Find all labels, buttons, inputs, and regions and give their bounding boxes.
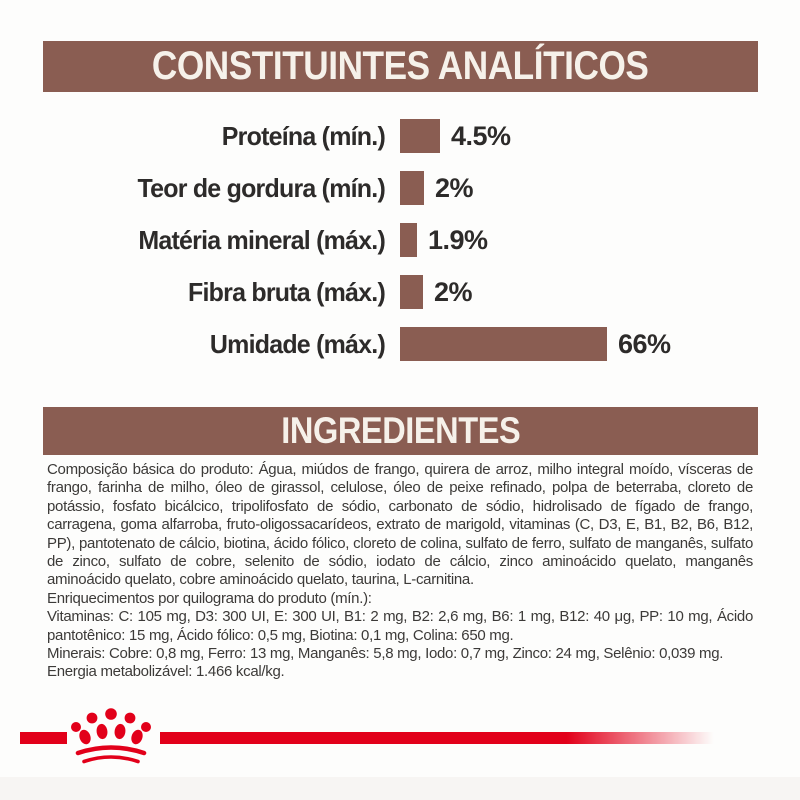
chart-value-moisture: 66% <box>618 328 671 359</box>
chart-bar-protein <box>400 119 440 153</box>
chart-value-fat: 2% <box>435 172 474 203</box>
constituents-bar-chart <box>40 110 760 370</box>
analytics-title: CONSTITUINTES ANALÍTICOS <box>152 44 649 88</box>
chart-bar-crude-fiber <box>400 275 423 309</box>
chart-value-mineral-matter: 1.9% <box>428 224 488 255</box>
bottom-gray-band <box>0 777 800 800</box>
chart-label-moisture: Umidade (máx.) <box>209 328 385 359</box>
chart-row-moisture <box>40 318 760 370</box>
ingredients-title: INGREDIENTES <box>281 410 520 451</box>
chart-row-mineral-matter <box>40 214 760 266</box>
chart-row-protein <box>40 110 760 162</box>
enrichment-heading: Enriquecimentos por quilograma do produto (mín.): <box>47 589 372 607</box>
ingredients-banner <box>43 407 758 455</box>
ingredients-text-block <box>47 461 753 682</box>
composition-paragraph: Composição básica do produto: Água, miúdos de frango, quirera de arroz, milho integral moído, vísceras de frango, farinha de milho, óleo de girassol, celulose, óleo de peixe refinado, polpa de beterraba, cloreto de potássio, fosfato bicálcico, tripolifosfato de sódio, carbonato de sódio, hidrolisado de fígado de frango, carragena, goma alfarroba, fruto-oligossacarídeos, extrato de marigold, vitaminas (C, D3, E, B1, B2, B6, B12, PP), pantotenato de cálcio, biotina, ácido fólico, cloreto de colina, sulfato de ferro, sulfato de manganês, sulfato de zinco, sulfato de cobre, selenito de sódio, iodato de cálcio, zinco aminoácido quelato, manganês aminoácido quelato, cobre aminoácido quelato, taurina, L-carnitina. <box>47 461 753 589</box>
chart-value-crude-fiber: 2% <box>434 276 473 307</box>
chart-bar-mineral-matter <box>400 223 417 257</box>
red-stripe-left <box>20 732 67 744</box>
analytics-banner <box>43 41 758 92</box>
energy-line: Energia metabolizável: 1.466 kcal/kg. <box>47 663 285 681</box>
minerals-line: Minerais: Cobre: 0,8 mg, Ferro: 13 mg, Manganês: 5,8 mg, Iodo: 0,7 mg, Zinco: 24 mg, Selênio: 0,039 mg. <box>47 645 724 663</box>
chart-label-fat: Teor de gordura (mín.) <box>137 172 385 203</box>
chart-row-fat <box>40 162 760 214</box>
chart-label-mineral-matter: Matéria mineral (máx.) <box>138 224 385 255</box>
chart-label-crude-fiber: Fibra bruta (máx.) <box>188 276 385 307</box>
royal-canin-crown-logo <box>70 708 152 766</box>
chart-row-crude-fiber <box>40 266 760 318</box>
red-stripe-right <box>160 732 725 744</box>
chart-label-protein: Proteína (mín.) <box>221 120 385 151</box>
chart-bar-fat <box>400 171 424 205</box>
vitamins-paragraph: Vitaminas: C: 105 mg, D3: 300 UI, E: 300 UI, B1: 2 mg, B2: 2,6 mg, B6: 1 mg, B12: 40 μg, PP: 10 mg, Ácido pantotênico: 15 mg, Ácido fólico: 0,5 mg, Biotina: 0,1 mg, Colina: 650 mg. <box>47 608 753 644</box>
chart-bar-moisture <box>400 327 607 361</box>
chart-value-protein: 4.5% <box>451 120 511 151</box>
